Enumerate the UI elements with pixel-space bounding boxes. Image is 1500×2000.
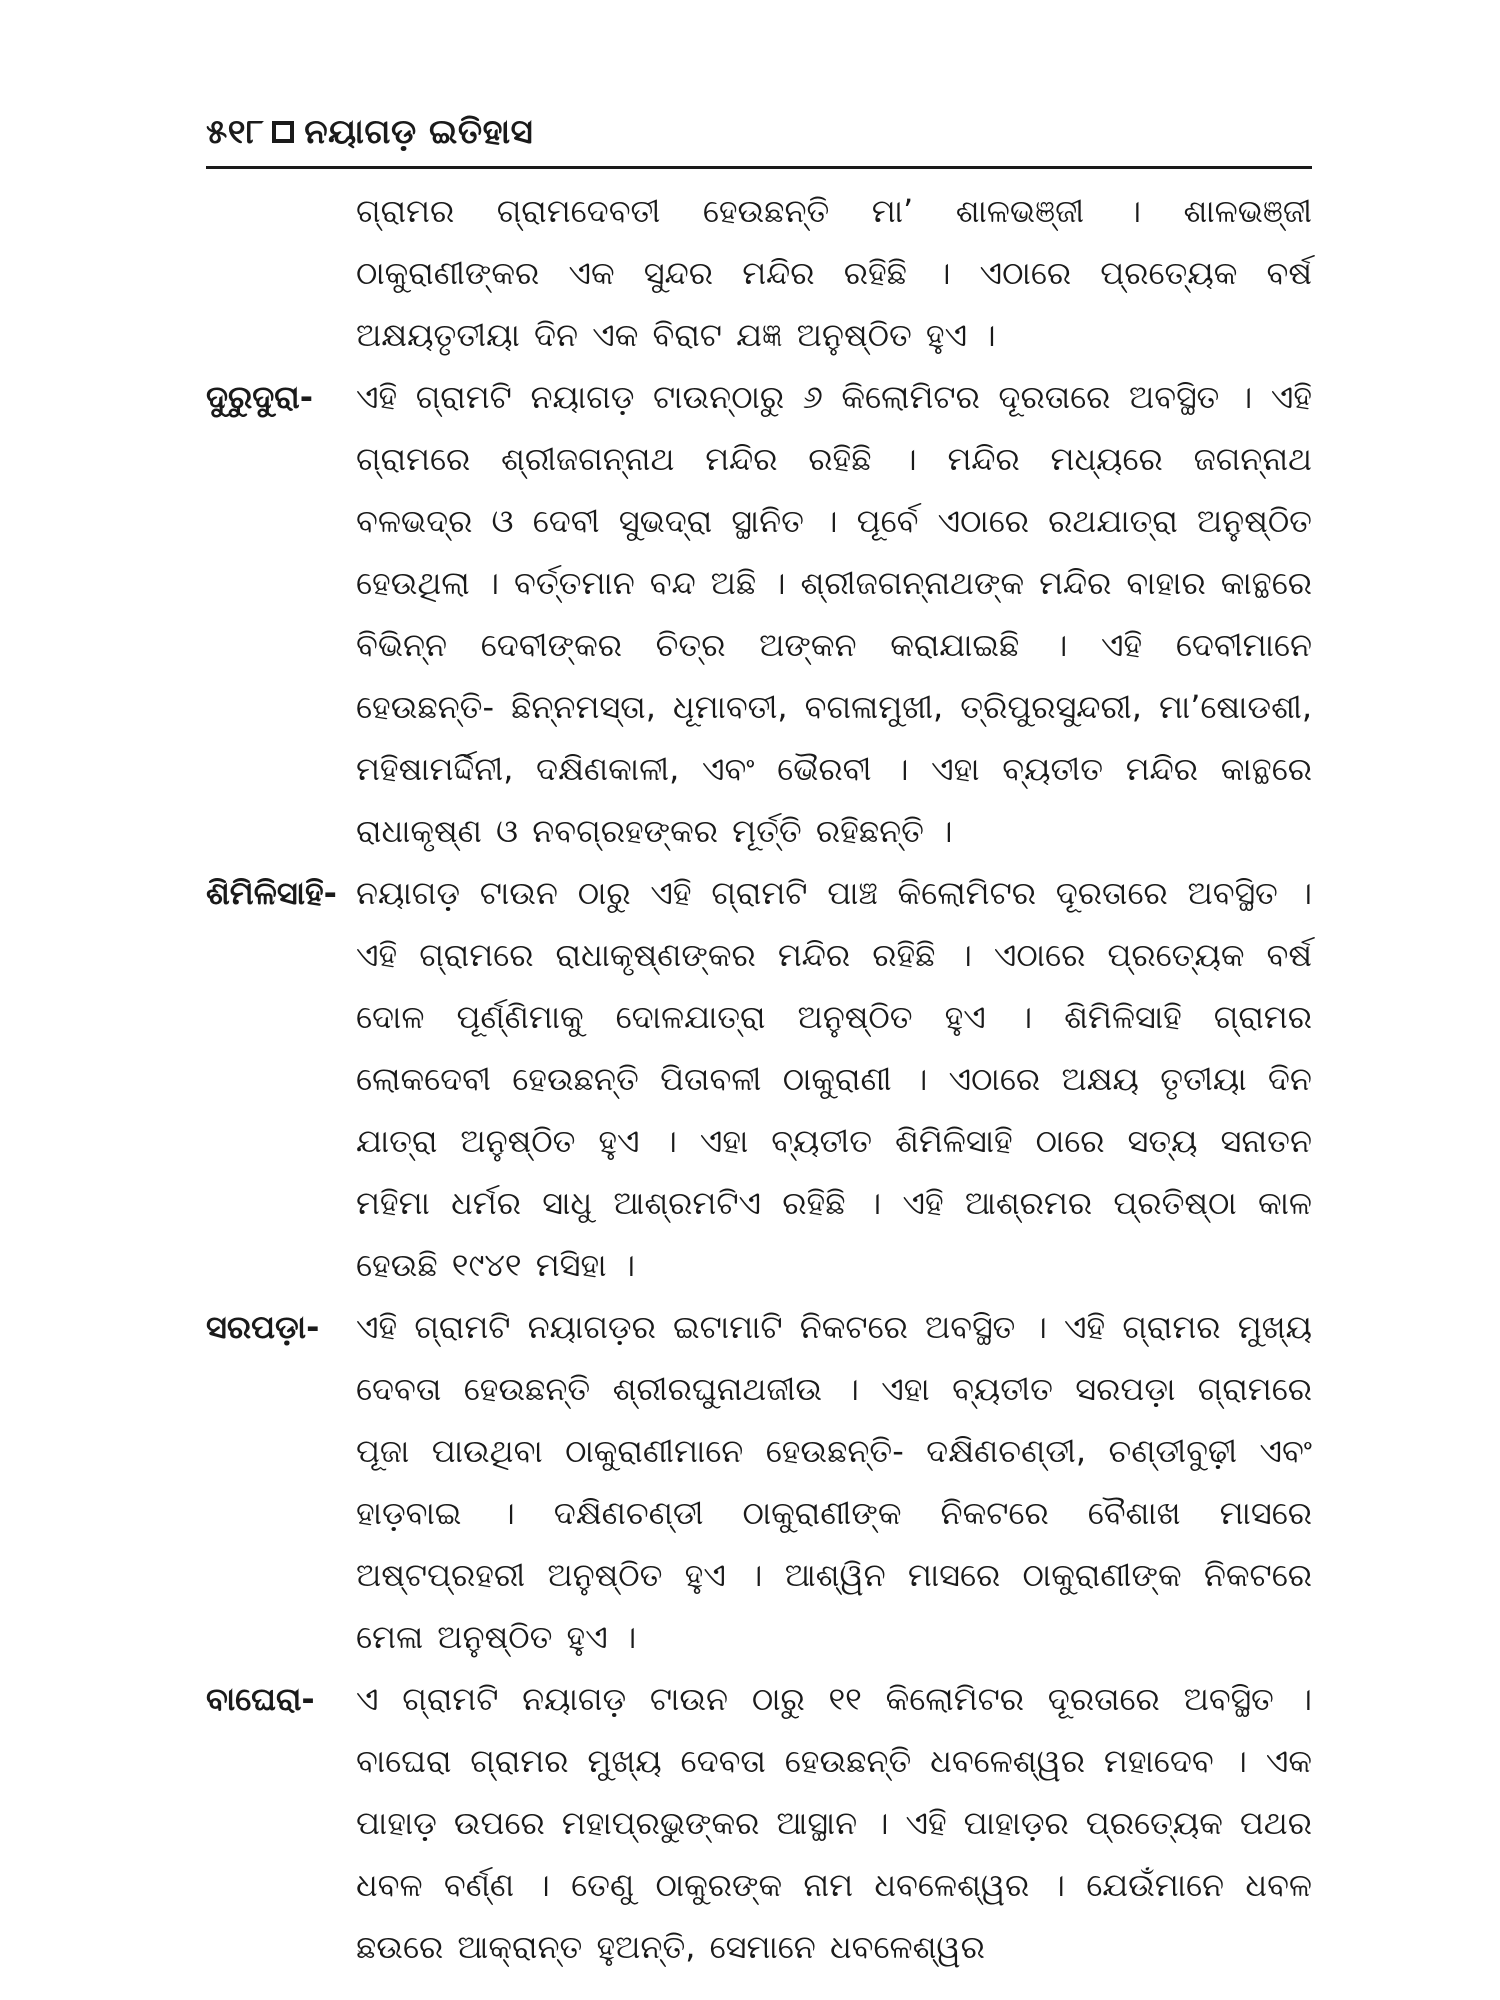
header-rule bbox=[206, 166, 1312, 169]
square-separator-icon bbox=[272, 121, 294, 143]
entry-term: ସରପଡ଼ା- bbox=[206, 1308, 320, 1346]
entry-shimilisahi bbox=[206, 862, 1312, 1296]
continuation-paragraph: ଗ୍ରାମର ଗ୍ରାମଦେବତୀ ହେଉଛନ୍ତି ମା’ ଶାଳଭଞ୍ଜୀ । ଶାଳଭଞ୍ଜୀ ଠାକୁରାଣୀଙ୍କର ଏକ ସୁନ୍ଦର ମନ୍ଦିର ରହିଛି । ଏଠାରେ ପ୍ରତ୍ୟେକ ବର୍ଷ ଅକ୍ଷୟତୃତୀୟା ଦିନ ଏକ ବିରାଟ ଯଜ୍ଞ ଅନୁଷ୍ଠିତ ହୁଏ । bbox=[356, 192, 1312, 354]
entry-text: ନୟାଗଡ଼ ଟାଉନ ଠାରୁ ଏହି ଗ୍ରାମଟି ପାଞ୍ଚ କିଲୋମିଟର ଦୂରତାରେ ଅବସ୍ଥିତ । ଏହି ଗ୍ରାମରେ ରାଧାକୃଷ୍ଣଙ୍କର ମନ୍ଦିର ରହିଛି । ଏଠାରେ ପ୍ରତ୍ୟେକ ବର୍ଷ ଦୋଳ ପୂର୍ଣ୍ଣିମାକୁ ଦୋଳଯାତ୍ରା ଅନୁଷ୍ଠିତ ହୁଏ । ଶିମିଳିସାହି ଗ୍ରାମର ଲୋକଦେବୀ ହେଉଛନ୍ତି ପିତାବଳୀ ଠାକୁରାଣୀ । ଏଠାରେ ଅକ୍ଷୟ ତୃତୀୟା ଦିନ ଯାତ୍ରା ଅନୁଷ୍ଠିତ ହୁଏ । ଏହା ବ୍ୟତୀତ ଶିମିଳିସାହି ଠାରେ ସତ୍ୟ ସନାତନ ମହିମା ଧର୍ମର ସାଧୁ ଆଶ୍ରମଟିଏ ରହିଛି । ଏହି ଆଶ୍ରମର ପ୍ରତିଷ୍ଠା କାଳ ହେଉଛି ୧୯୪୧ ମସିହା । bbox=[356, 874, 1312, 1284]
entry-sarapada bbox=[206, 1296, 1312, 1668]
entry-term: ବାଘେରା- bbox=[206, 1680, 315, 1718]
entry-durudura bbox=[206, 366, 1312, 862]
book-title: ନୟାଗଡ଼ ଇତିହାସ bbox=[304, 112, 534, 152]
entry-text: ଏହି ଗ୍ରାମଟି ନୟାଗଡ଼ ଟାଉନ୍‌ଠାରୁ ୬ କିଲୋମିଟର ଦୂରତାରେ ଅବସ୍ଥିତ । ଏହି ଗ୍ରାମରେ ଶ୍ରୀଜଗନ୍ନାଥ ମନ୍ଦିର ରହିଛି । ମନ୍ଦିର ମଧ୍ୟରେ ଜଗନ୍ନାଥ ବଳଭଦ୍ର ଓ ଦେବୀ ସୁଭଦ୍ରା ସ୍ଥାନିତ । ପୂର୍ବେ ଏଠାରେ ରଥଯାତ୍ରା ଅନୁଷ୍ଠିତ ହେଉଥିଲା । ବର୍ତ୍ତମାନ ବନ୍ଦ ଅଛି । ଶ୍ରୀଜଗନ୍ନାଥଙ୍କ ମନ୍ଦିର ବାହାର କାନ୍ଥରେ ବିଭିନ୍ନ ଦେବୀଙ୍କର ଚିତ୍ର ଅଙ୍କନ କରାଯାଇଛି । ଏହି ଦେବୀମାନେ ହେଉଛନ୍ତି- ଛିନ୍ନମସ୍ତା, ଧୂମାବତୀ, ବଗଳାମୁଖୀ, ତ୍ରିପୁରସୁନ୍ଦରୀ, ମା’ଷୋଡଶୀ, ମହିଷାମର୍ଦ୍ଦିନୀ, ଦକ୍ଷିଣକାଳୀ, ଏବଂ ଭୈରବୀ । ଏହା ବ୍ୟତୀତ ମନ୍ଦିର କାନ୍ଥରେ ରାଧାକୃଷ୍ଣ ଓ ନବଗ୍ରହଙ୍କର ମୂର୍ତ୍ତି ରହିଛନ୍ତି । bbox=[356, 378, 1312, 850]
entry-text: ଏ ଗ୍ରାମଟି ନୟାଗଡ଼ ଟାଉନ ଠାରୁ ୧୧ କିଲୋମିଟର ଦୂରତାରେ ଅବସ୍ଥିତ । ବାଘେରା ଗ୍ରାମର ମୁଖ୍ୟ ଦେବତା ହେଉଛନ୍ତି ଧବଳେଶ୍ୱର ମହାଦେବ । ଏକ ପାହାଡ଼ ଉପରେ ମହାପ୍ରଭୁଙ୍କର ଆସ୍ଥାନ । ଏହି ପାହାଡ଼ର ପ୍ରତ୍ୟେକ ପଥର ଧବଳ ବର୍ଣ୍ଣ । ତେଣୁ ଠାକୁରଙ୍କ ନାମ ଧବଳେଶ୍ୱର । ଯେଉଁମାନେ ଧବଳ ଛଉରେ ଆକ୍ରାନ୍ତ ହୁଅନ୍ତି, ସେମାନେ ଧବଳେଶ୍ୱର bbox=[356, 1680, 1312, 1966]
entry-term: ଦୁରୁଦୁରା- bbox=[206, 378, 314, 416]
page-number: ୫୧୮ bbox=[206, 112, 265, 152]
page-body bbox=[206, 180, 1312, 1978]
running-header bbox=[206, 102, 1312, 162]
entry-term: ଶିମିଳିସାହି- bbox=[206, 874, 337, 912]
entry-baghera bbox=[206, 1668, 1312, 1978]
entry-text: ଏହି ଗ୍ରାମଟି ନୟାଗଡ଼ର ଇଟାମାଟି ନିକଟରେ ଅବସ୍ଥିତ । ଏହି ଗ୍ରାମର ମୁଖ୍ୟ ଦେବତା ହେଉଛନ୍ତି ଶ୍ରୀରଘୁନାଥଜୀଉ । ଏହା ବ୍ୟତୀତ ସରପଡ଼ା ଗ୍ରାମରେ ପୂଜା ପାଉଥିବା ଠାକୁରାଣୀମାନେ ହେଉଛନ୍ତି- ଦକ୍ଷିଣଚଣ୍ଡୀ, ଚଣ୍ଡୀବୁଢ଼ୀ ଏବଂ ହାଡ଼ବାଇ । ଦକ୍ଷିଣଚଣ୍ଡୀ ଠାକୁରାଣୀଙ୍କ ନିକଟରେ ବୈଶାଖ ମାସରେ ଅଷ୍ଟପ୍ରହରୀ ଅନୁଷ୍ଠିତ ହୁଏ । ଆଶ୍ୱିନ ମାସରେ ଠାକୁରାଣୀଙ୍କ ନିକଟରେ ମେଳା ଅନୁଷ୍ଠିତ ହୁଏ । bbox=[356, 1308, 1312, 1656]
